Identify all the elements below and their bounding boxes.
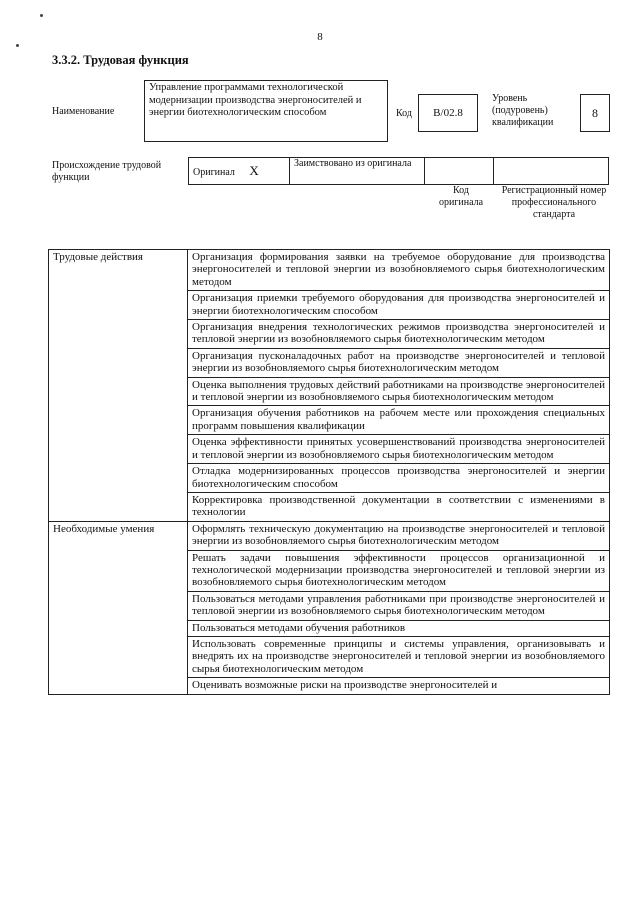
section-item: Оценка эффективности принятых усовершенствований производства энергоносителей и тепловой энергии из возобновляемого сырья биотехнологическим методом	[188, 435, 610, 464]
level-value-box: 8	[580, 94, 610, 132]
section-item: Решать задачи повышения эффективности процессов организационной и технологической модернизации производства энергоносителей и тепловой энергии из возобновляемого сырья биотехнологическим методом	[188, 550, 610, 591]
section-item: Оформлять техническую документацию на производстве энергоносителей и тепловой энергии из возобновляемого сырья биотехнологическим методом	[188, 521, 610, 550]
section-item: Корректировка производственной документации в соответствии с изменениями в технологии	[188, 492, 610, 521]
section-item: Использовать современные принципы и системы управления, организовывать и внедрять их на производстве энергоносителей и тепловой энергии из возобновляемого сырья биотехнологическим методом	[188, 636, 610, 677]
original-label: Оригинал	[193, 166, 235, 178]
origin-label: Происхождение трудовой функции	[52, 160, 162, 183]
main-table	[48, 249, 610, 695]
origin-reg-cell	[494, 158, 609, 185]
section-item: Организация обучения работников на рабочем месте или прохождения специальных программ повышения квалификации	[188, 406, 610, 435]
borrowed-cell: Заимствовано из оригинала	[290, 158, 425, 185]
section-item: Оценивать возможные риски на производстве энергоносителей и	[188, 678, 610, 694]
page-number: 8	[317, 31, 323, 43]
reg-caption: Регистрационный номер профессионального стандарта	[501, 185, 607, 220]
section-item: Организация формирования заявки на требуемое оборудование для производства энергоносителей и тепловой энергии из возобновляемого сырья биотехнологическим методом	[188, 250, 610, 291]
section-item: Организация приемки требуемого оборудования для производства энергоносителей и энергии биотехнологическим способом	[188, 291, 610, 320]
original-cell	[189, 158, 290, 185]
section-item: Организация пусконаладочных работ на производстве энергоносителей и тепловой энергии из возобновляемого сырья биотехнологическим методом	[188, 348, 610, 377]
section-label: Трудовые действия	[49, 250, 188, 522]
table-row	[49, 250, 610, 291]
scan-dot	[40, 14, 43, 17]
origin-table	[188, 157, 609, 185]
section-item: Оценка выполнения трудовых действий работниками на производстве энергоносителей и тепловой энергии из возобновляемого сырья биотехнологическим методом	[188, 377, 610, 406]
section-item: Организация внедрения технологических режимов производства энергоносителей и тепловой энергии из возобновляемого сырья биотехнологическим методом	[188, 320, 610, 349]
section-item: Пользоваться методами обучения работников	[188, 620, 610, 636]
scan-dot	[16, 44, 19, 47]
section-item: Пользоваться методами управления работниками при производстве энергоносителей и тепловой энергии из возобновляемого сырья биотехнологическим методом	[188, 591, 610, 620]
table-row	[49, 521, 610, 550]
function-name-box: Управление программами технологической модернизации производства энергоносителей и энергии биотехнологическим способом	[144, 80, 388, 142]
code-caption: Код оригинала	[438, 185, 484, 208]
original-mark: X	[249, 162, 259, 178]
origin-code-cell	[425, 158, 494, 185]
section-label: Необходимые умения	[49, 521, 188, 694]
name-label: Наименование	[52, 106, 115, 117]
section-title: 3.3.2. Трудовая функция	[52, 53, 189, 67]
level-label: Уровень (подуровень) квалификации	[492, 93, 554, 128]
section-item: Отладка модернизированных процессов производства энергоносителей и энергии биотехнологическим способом	[188, 464, 610, 493]
code-label: Код	[396, 108, 412, 119]
code-value-box: В/02.8	[418, 94, 478, 132]
